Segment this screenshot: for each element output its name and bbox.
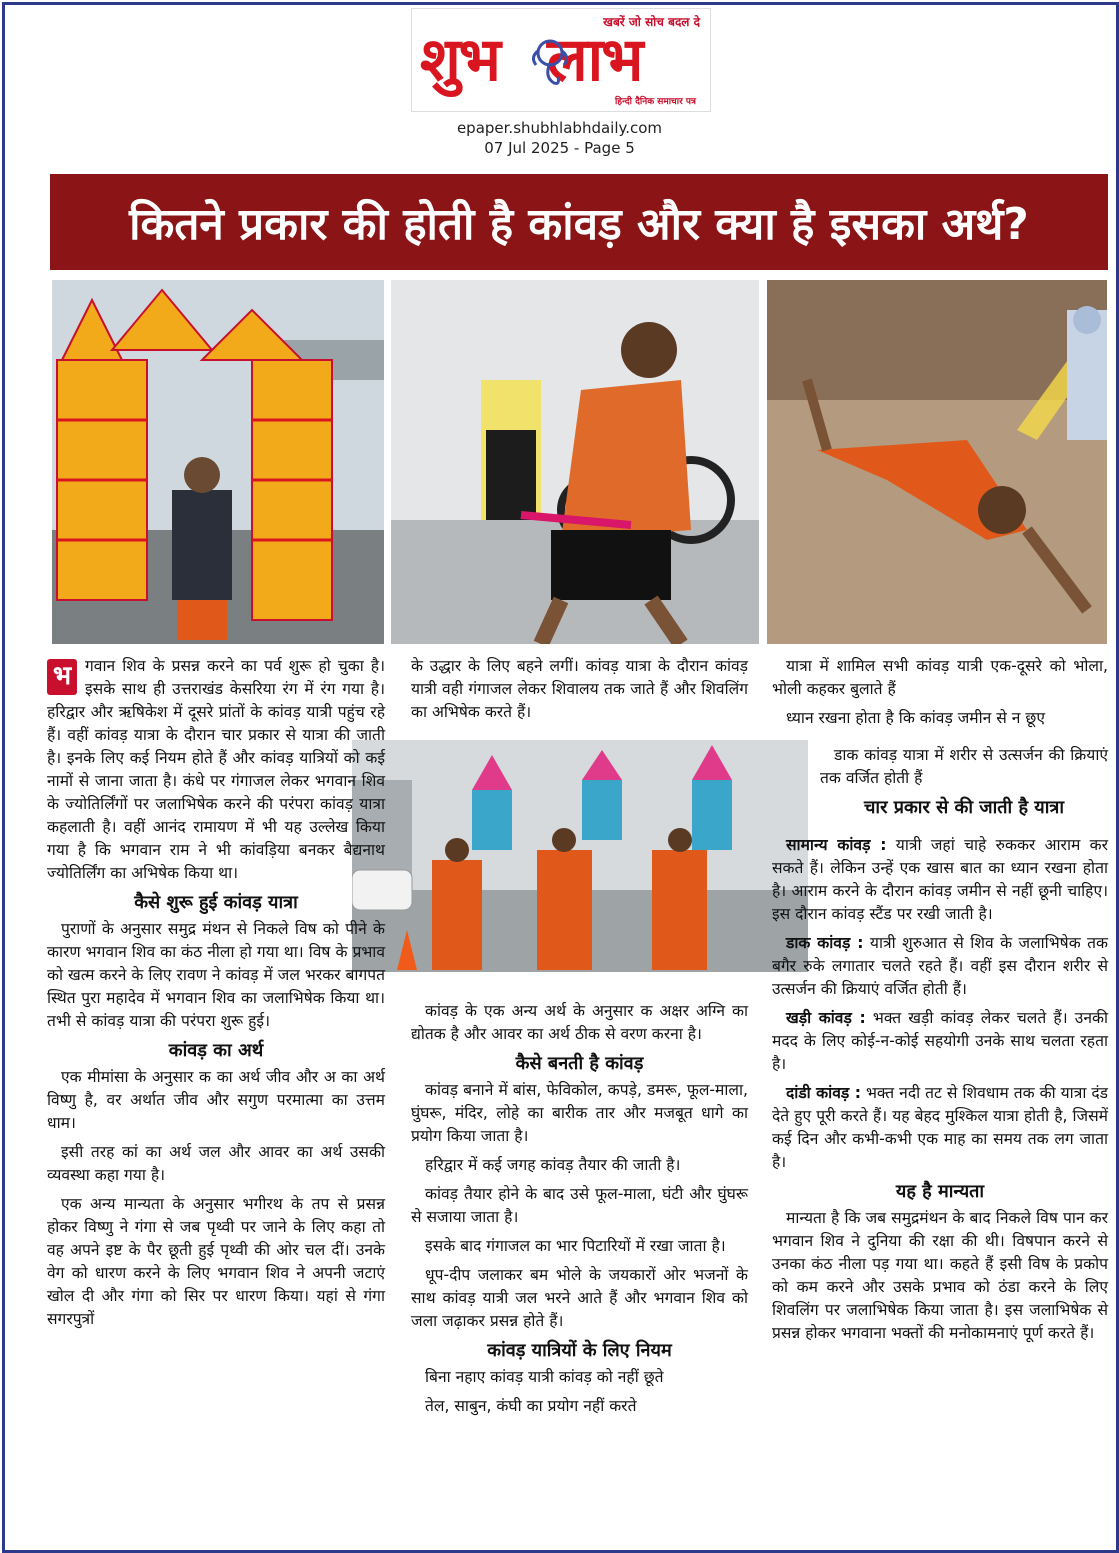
type-normal (772, 834, 1108, 926)
paragraph-make-4: इसके बाद गंगाजल का भार पिटारियों में रखा जाता है। (425, 1237, 726, 1255)
type-khadi-label: खड़ी कांवड़ : (786, 1009, 866, 1027)
paragraph-continued: के उद्धार के लिए बहने लगीं। कांवड़ यात्रा के दौरान कांवड़ यात्री वही गंगाजल लेकर शिवालय तक जाते हैं और शिवलिंग का अभिषेक करते हैं। (411, 657, 748, 721)
heading-meaning: कांवड़ का अर्थ (168, 1040, 264, 1061)
photo-kanwar-structure (52, 280, 384, 644)
type-dak (772, 932, 1108, 1001)
masthead-logo (411, 8, 711, 112)
rule-4: ध्यान रखना होता है कि कांवड़ जमीन से न छूए (786, 709, 1045, 727)
heading-types: चार प्रकार से की जाती है यात्रा (864, 797, 1064, 818)
intro-text: गवान शिव के प्रसन्न करने का पर्व शुरू हो चुका है। इसके साथ ही उत्तराखंड केसरिया रंग में रंग गया है। हरिद्वार और ऋषिकेश में दूसरे प्रांतों के कांवड़ यात्री पहुंच रहे हैं। वहीं कांवड़ यात्रा के दौरान चार प्रकार से यात्रा की जाती है। इनके लिए कई नियम होते हैं और कांवड़ यात्रियों को कई नामों से जाना जाता है। कंधे पर गंगाजल लेकर भगवान शिव के ज्योतिर्लिंगों पर जलाभिषेक करने की परंपरा कांवड़ यात्रा कहलाती है। वहीं आनंद रामायण में भी यह उल्लेख किया गया है कि भगवान राम ने भी कांवड़िया बनकर बैद्यनाथ ज्योतिर्लिंग का अभिषेक किया था। (47, 657, 385, 882)
rule-5: डाक कांवड़ यात्रा में शरीर से उत्सर्जन की क्रियाएं तक वर्जित होती हैं (820, 746, 1108, 787)
ganesha-icon (524, 33, 576, 89)
type-normal-label: सामान्य कांवड़ : (786, 836, 887, 854)
intro-paragraph (47, 655, 385, 885)
paragraph-make-2: हरिद्वार में कई जगह कांवड़ तैयार की जाती है। (425, 1156, 681, 1174)
rule-2: तेल, साबुन, कंघी का प्रयोग नहीं करते (425, 1397, 637, 1415)
column-2 (411, 1000, 748, 1424)
rule-1: बिना नहाए कांवड़ यात्री कांवड़ को नहीं छूते (425, 1368, 664, 1386)
paragraph-start: पुराणों के अनुसार समुद्र मंथन से निकले विष को पीने के कारण भगवान शिव का कंठ नीला हो गया था। विष के प्रभाव को खत्म करने के लिए रावण ने कांवड़ में जल भरकर बागपत स्थित पुरा महादेव में भगवान शिव का जलाभिषेक किया था। तभी से कांवड़ यात्रा की परंपरा शुरू हुई। (47, 920, 385, 1030)
column-1 (47, 655, 385, 1337)
paragraph-make-5: धूप-दीप जलाकर बम भोले के जयकारों ओर भजनों के साथ कांवड़ यात्री जल भरने आते हैं और भगवान शिव को जला जढ़ाकर प्रसन्न होते हैं। (411, 1266, 748, 1330)
type-khadi-text: भक्त खड़ी कांवड़ लेकर चलते हैं। उनकी मदद के लिए कोई-न-कोई सहयोगी उनके साथ चलता रहता है। (772, 1009, 1108, 1073)
type-khadi (772, 1007, 1108, 1076)
photo-dak-kanwar-runner (391, 280, 759, 644)
paragraph-make-1: कांवड़ बनाने में बांस, फेविकोल, कपड़े, डमरू, फूल-माला, घुंघरू, मंदिर, लोहे का बारीक तार और मजबूत धागे का प्रयोग किया जाता है। (411, 1081, 748, 1145)
brand-subtitle: हिन्दी दैनिक समाचार पत्र (614, 97, 696, 107)
paragraph-meaning-3: एक अन्य मान्यता के अनुसार भगीरथ के तप से प्रसन्न होकर विष्णु ने गंगा से जब पृथ्वी पर जाने के लिए कहा तो वह अपने इष्ट के पैर छूती हुई पृथ्वी की ओर चल दीं। उनके वेग को धारण करने के लिए भगवान शिव ने अपनी जटाएं खोल दी और गंगा को सिर पर धारण किया। यहां से गंगा सगरपुत्रों (47, 1195, 385, 1328)
heading-how-started: कैसे शुरू हुई कांवड़ यात्रा (134, 892, 298, 913)
heading-rules: कांवड़ यात्रियों के लिए नियम (487, 1340, 672, 1361)
type-dak-text: यात्री शुरुआत से शिव के जलाभिषेक तक बगैर रुके लगातार चलते रहते हैं। वहीं इस दौरान शरीर से उत्सर्जन की क्रियाएं वर्जित होती हैं। (772, 934, 1108, 998)
date-page: 07 Jul 2025 - Page 5 (484, 139, 635, 157)
rule-3: यात्रा में शामिल सभी कांवड़ यात्री एक-दूसरे को भोला, भोली कहकर बुलाते हैं (772, 657, 1108, 698)
paragraph-meaning-2: इसी तरह कां का अर्थ जल और आवर का अर्थ उसकी व्यवस्था कहा गया है। (47, 1143, 385, 1184)
type-dandi (772, 1082, 1108, 1174)
photo-dandi-kanwar (767, 280, 1107, 644)
type-dandi-text: भक्त नदी तट से शिवधाम तक की यात्रा दंड देते हुए पूरी करते हैं। यह बेहद मुश्किल यात्रा होती है, जिसमें कई दिन और कभी-कभी एक माह का समय तक लग जाता है। (772, 1084, 1108, 1171)
type-normal-text: यात्री जहां चाहे रुककर आराम कर सकते हैं। लेकिन उन्हें एक खास बात का ध्यान रखना होता है। आराम करने के दौरान कांवड़ जमीन से नहीं छूनी चाहिए। इस दौरान कांवड़ स्टैंड पर रखी जाती है। (772, 836, 1108, 923)
headline: कितने प्रकार की होती है कांवड़ और क्या है इसका अर्थ? (50, 174, 1108, 270)
paragraph-belief: मान्यता है कि जब समुद्रमंथन के बाद निकले विष पान कर भगवान शिव ने दुनिया की रक्षा की थी। विषपान करने से उनका कंठ नीला पड़ गया था। कहते हैं इसी विष के प्रकोप को कम करने और उसके प्रभाव को ठंडा करने के लिए शिवलिंग पर जलाभिषेक किया जाता है। इस जलाभिषेक से प्रसन्न होकर भगवाना भक्तों की मनोकामनाएं पूर्ण करते हैं। (772, 1209, 1108, 1342)
heading-making: कैसे बनती है कांवड़ (515, 1053, 644, 1074)
site-url: epaper.shubhlabhdaily.com (456, 119, 663, 137)
column-3-narrow (820, 744, 1108, 823)
paragraph-meaning-1: एक मीमांसा के अनुसार क का अर्थ जीव और अ का अर्थ विष्णु है, वर अर्थात जीव और सगुण परमात्मा का उत्तम धाम। (47, 1068, 385, 1132)
type-dak-label: डाक कांवड़ : (786, 934, 864, 952)
paragraph-other-meaning: कांवड़ के एक अन्य अर्थ के अनुसार क अक्षर अग्नि का द्योतक है और आवर का अर्थ ठीक से वरण करना है। (411, 1002, 748, 1043)
column-3 (772, 834, 1108, 1351)
brand-left: शुभ (420, 25, 499, 95)
tagline: खबरें जो सोच बदल दे (603, 15, 700, 29)
dropcap: भ (47, 659, 77, 695)
heading-belief: यह है मान्यता (895, 1181, 985, 1202)
paragraph-make-3: कांवड़ तैयार होने के बाद उसे फूल-माला, घंटी और घुंघरू से सजाया जाता है। (411, 1185, 748, 1226)
column-3-top (772, 655, 1108, 736)
photo-kanwariyas-walking (352, 740, 808, 972)
brand-right: लाभ (546, 25, 642, 95)
column-2-top (411, 655, 748, 730)
type-dandi-label: दांडी कांवड़ : (786, 1084, 861, 1102)
